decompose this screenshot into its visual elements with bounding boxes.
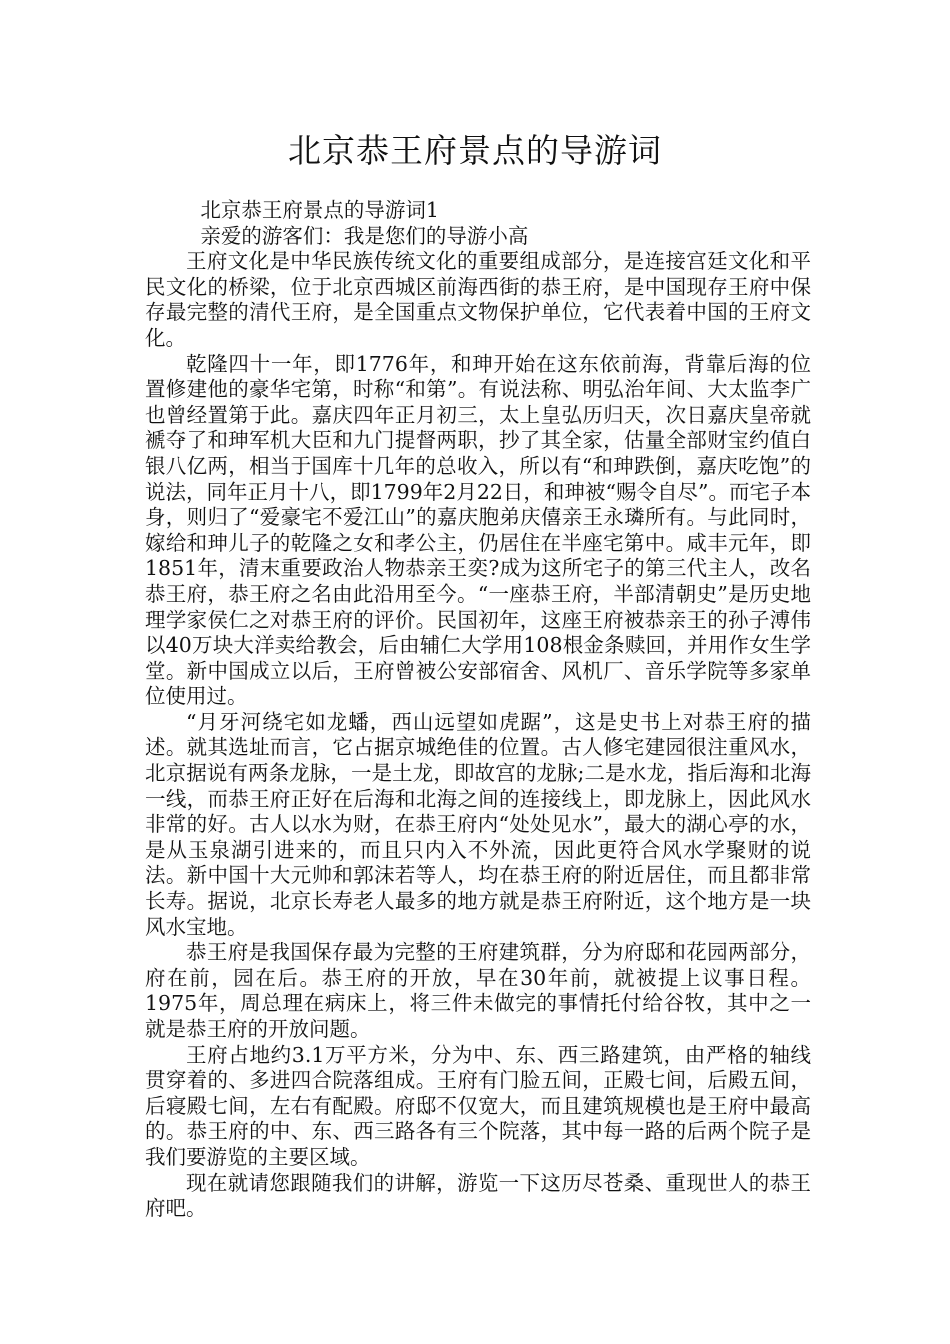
section-heading: 北京恭王府景点的导游词1: [200, 198, 439, 222]
document-body: [145, 198, 811, 1222]
paragraph-closing: 现在就请您跟随我们的讲解，游览一下这历尽苍桑、重现世人的恭王府吧。: [145, 1170, 811, 1221]
document-title: 北京恭王府景点的导游词: [288, 131, 662, 170]
paragraph-history: 乾隆四十一年，即1776年，和珅开始在这东依前海，背靠后海的位置修建他的豪华宅第，时称“和第”。有说法称、明弘治年间、大太监李广也曾经置第于此。嘉庆四年正月初三，太上皇弘历归天，次日嘉庆皇帝就褫夺了和珅军机大臣和九门提督两职，抄了其全家，估量全部财宝约值白银八亿两，相当于国库十几年的总收入，所以有“和珅跌倒，嘉庆吃饱”的说法，同年正月十八，即1799年2月22日，和珅被“赐令自尽”。而宅子本身，则归了“爱豪宅不爱江山”的嘉庆胞弟庆僖亲王永璘所有。与此同时，嫁给和珅儿子的乾隆之女和孝公主，仍居住在半座宅第中。咸丰元年，即1851年，清末重要政治人物恭亲王奕?成为这所宅子的第三代主人，改名恭王府，恭王府之名由此沿用至今。“一座恭王府，半部清朝史”是历史地理学家侯仁之对恭王府的评价。民国初年，这座王府被恭亲王的孙子溥伟以40万块大洋卖给教会，后由辅仁大学用108根金条赎回，并用作女生学堂。新中国成立以后，王府曾被公安部宿舍、风机厂、音乐学院等多家单位使用过。: [145, 351, 811, 709]
greeting-line: 亲爱的游客们：我是您们的导游小高: [200, 223, 529, 248]
paragraph-fengshui: “月牙河绕宅如龙蟠，西山远望如虎踞”，这是史书上对恭王府的描述。就其选址而言，它占据京城绝佳的位置。古人修宅建园很注重风水，北京据说有两条龙脉，一是土龙，即故宫的龙脉;二是水龙，指后海和北海一线，而恭王府正好在后海和北海之间的连接线上，即龙脉上，因此风水非常的好。古人以水为财，在恭王府内“处处见水”，最大的湖心亭的水，是从玉泉湖引进来的，而且只内入不外流，因此更符合风水学聚财的说法。新中国十大元帅和郭沫若等人，均在恭王府的附近居住，而且都非常长寿。据说，北京长寿老人最多的地方就是恭王府附近，这个地方是一块风水宝地。: [145, 709, 811, 939]
paragraph-layout: 王府占地约3.1万平方米，分为中、东、西三路建筑，由严格的轴线贯穿着的、多进四合院落组成。王府有门脸五间，正殿七间，后殿五间，后寝殿七间，左右有配殿。府邸不仅宽大，而且建筑规模也是王府中最高的。恭王府的中、东、西三路各有三个院落，其中每一路的后两个院子是我们要游览的主要区域。: [145, 1042, 811, 1169]
paragraph-intro: 王府文化是中华民族传统文化的重要组成部分，是连接宫廷文化和平民文化的桥梁，位于北京西城区前海西街的恭王府，是中国现存王府中保存最完整的清代王府，是全国重点文物保护单位，它代表着中国的王府文化。: [145, 249, 811, 350]
paragraph-opening: 恭王府是我国保存最为完整的王府建筑群，分为府邸和花园两部分，府在前，园在后。恭王府的开放，早在30年前，就被提上议事日程。1975年，周总理在病床上，将三件未做完的事情托付给谷牧，其中之一就是恭王府的开放问题。: [145, 940, 811, 1041]
